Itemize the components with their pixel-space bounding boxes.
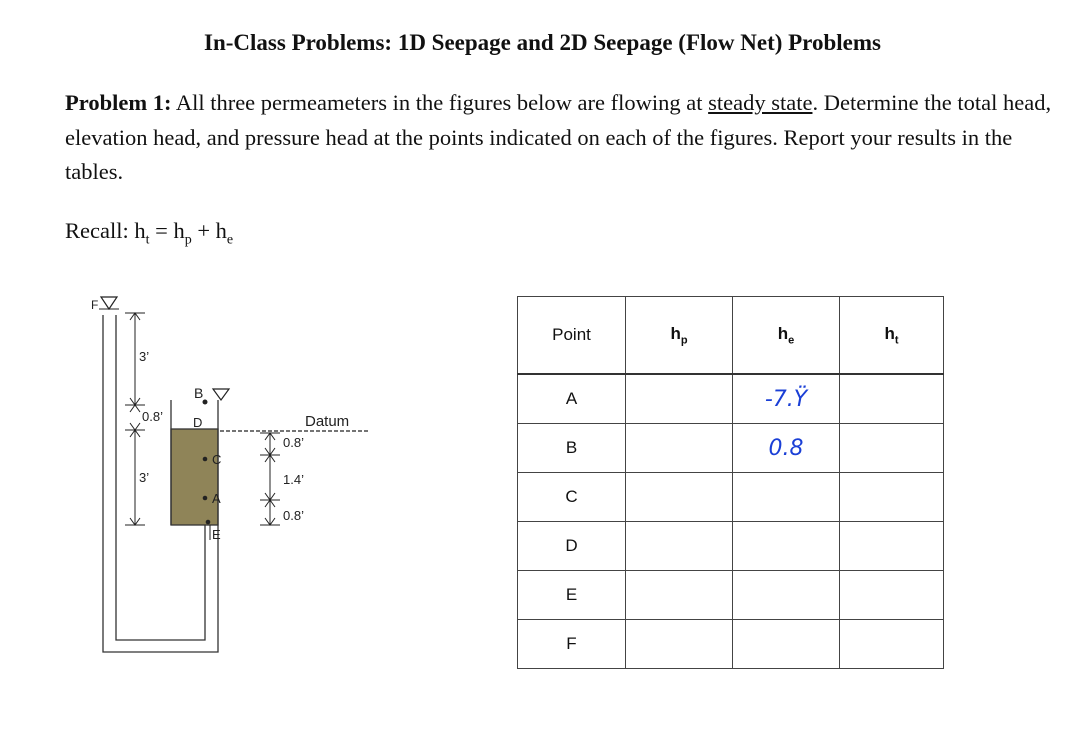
water-level-symbol-b [213, 389, 229, 400]
dim-1.4ft-right: 1.4’ [283, 472, 304, 487]
table-header-row [518, 297, 944, 375]
dim-3ft-top: 3’ [139, 349, 150, 364]
page-title: In-Class Problems: 1D Seepage and 2D Seepage (Flow Net) Problems [204, 30, 881, 55]
cell-point: A [518, 374, 626, 424]
problem-text-after: . Determine the total head, elevation head, and pressure head at the points indicated on each of the figures. Report your results in the tables. [65, 90, 1052, 184]
recall-plus: + h [191, 218, 227, 243]
recall-eq: = h [149, 218, 185, 243]
cell-ht[interactable] [840, 473, 944, 522]
recall-prefix: Recall: h [65, 218, 146, 243]
table-row [518, 571, 944, 620]
soil-sample [171, 429, 218, 525]
table-row [518, 522, 944, 571]
table-row [518, 473, 944, 522]
cell-he[interactable] [733, 473, 840, 522]
cell-ht[interactable] [840, 620, 944, 669]
cell-hp[interactable] [626, 374, 733, 424]
cell-point: C [518, 473, 626, 522]
recall-sub-t: t [145, 232, 150, 248]
point-b-label: B [194, 385, 204, 401]
dim-0.8ft-left: 0.8’ [142, 409, 163, 424]
cell-hp[interactable] [626, 424, 733, 473]
cell-hp[interactable] [626, 620, 733, 669]
cell-ht[interactable] [840, 571, 944, 620]
cell-hp[interactable] [626, 522, 733, 571]
point-a-dot [203, 496, 208, 501]
cell-point: D [518, 522, 626, 571]
cell-he-handwritten[interactable]: 0.8 [733, 424, 840, 473]
table-row [518, 620, 944, 669]
point-c-dot [203, 457, 208, 462]
cell-he[interactable] [733, 522, 840, 571]
header-point: Point [518, 297, 626, 375]
dim-0.8ft-right-top: 0.8’ [283, 435, 304, 450]
cell-he[interactable] [733, 571, 840, 620]
cell-ht[interactable] [840, 374, 944, 424]
dim-0.8ft-right-bottom: 0.8’ [283, 508, 304, 523]
datum-label: Datum [305, 413, 350, 430]
cell-he-handwritten[interactable]: -7.Ÿ [733, 374, 840, 424]
right-dimensions [260, 433, 280, 525]
water-level-symbol-top [101, 297, 117, 309]
table-row [518, 374, 944, 424]
cell-he[interactable] [733, 620, 840, 669]
dim-3ft-low: 3’ [139, 470, 150, 485]
steady-state-underlined: steady state [708, 90, 813, 115]
cell-point: B [518, 424, 626, 473]
recall-sub-p: p [184, 232, 192, 248]
table-row [518, 424, 944, 473]
header-ht: $h_t$ [840, 297, 944, 375]
point-a-label: A [212, 491, 221, 506]
cell-hp[interactable] [626, 473, 733, 522]
cell-ht[interactable] [840, 424, 944, 473]
problem-label: Problem 1: [65, 90, 172, 115]
header-hp: $h_p$ [626, 297, 733, 375]
recall-sub-e: e [226, 232, 234, 248]
point-e-label: E [212, 527, 221, 542]
header-he: $h_e$ [733, 297, 840, 375]
cell-hp[interactable] [626, 571, 733, 620]
point-c-label: C [212, 452, 222, 467]
results-table [517, 296, 944, 669]
point-e-dot [206, 520, 211, 525]
cell-point: E [518, 571, 626, 620]
fs-label: F [91, 298, 99, 312]
point-d-label: D [193, 415, 203, 430]
point-b-dot [203, 400, 208, 405]
cell-ht[interactable] [840, 522, 944, 571]
cell-point: F [518, 620, 626, 669]
problem-text-before: All three permeameters in the figures below are flowing at [171, 90, 709, 115]
